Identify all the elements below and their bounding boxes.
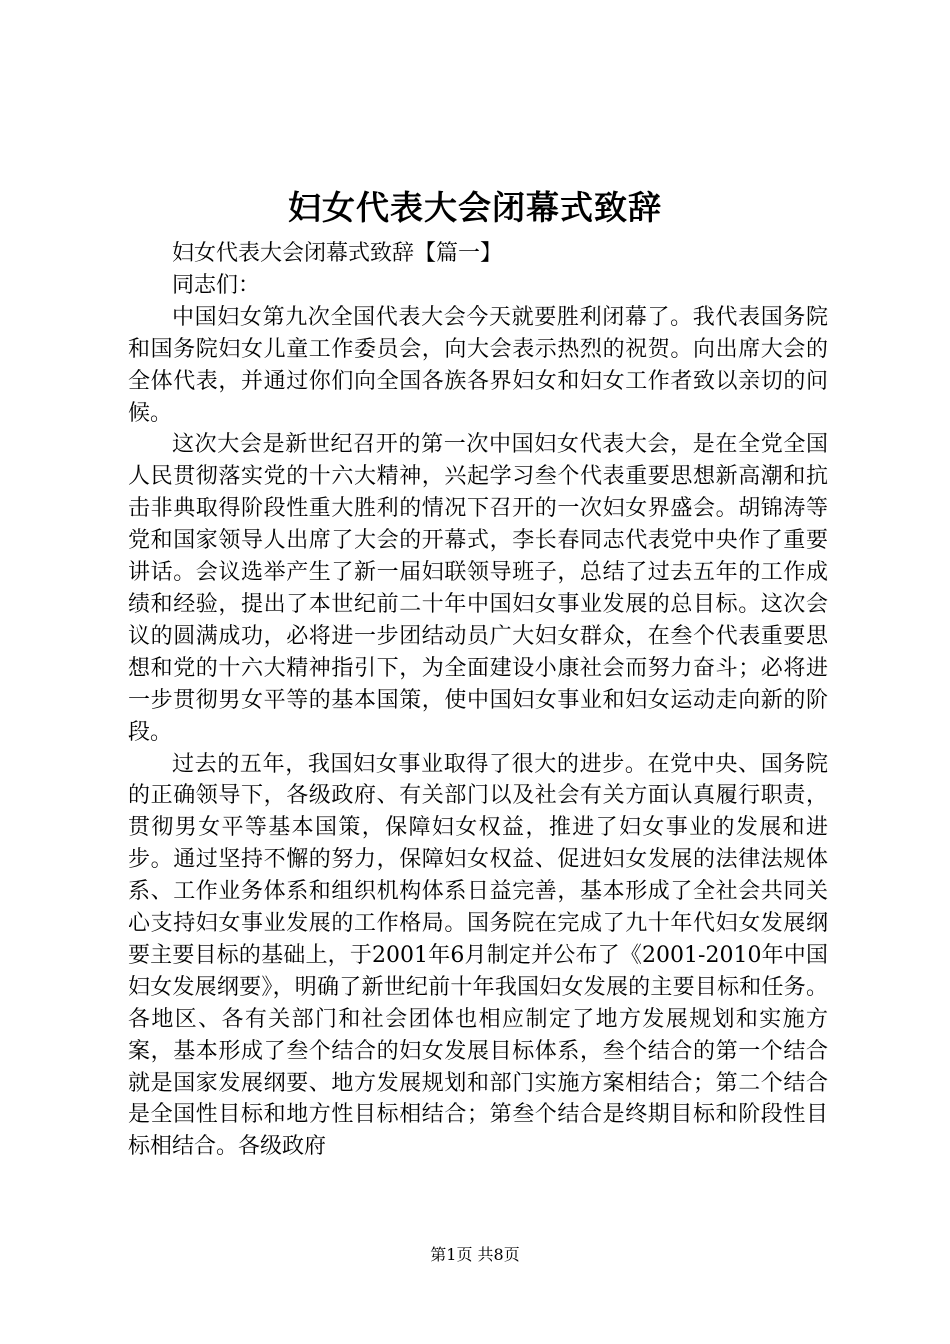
- body-paragraph: 中国妇女第九次全国代表大会今天就要胜利闭幕了。我代表国务院和国务院妇女儿童工作委员会，向大会表示热烈的祝贺。向出席大会的全体代表，并通过你们向全国各族各界妇女和妇女工作者致以亲切的问候。: [128, 304, 828, 426]
- page-footer: 第1页 共8页: [430, 1245, 520, 1264]
- document-title: 妇女代表大会闭幕式致辞: [288, 188, 662, 227]
- salutation: 同志们：: [172, 272, 261, 298]
- body-paragraph: 这次大会是新世纪召开的第一次中国妇女代表大会，是在全党全国人民贯彻落实党的十六大精神，兴起学习叁个代表重要思想新高潮和抗击非典取得阶段性重大胜利的情况下召开的一次妇女界盛会。胡锦涛等党和国家领导人出席了大会的开幕式，李长春同志代表党中央作了重要讲话。会议选举产生了新一届妇联领导班子，总结了过去五年的工作成绩和经验，提出了本世纪前二十年中国妇女事业发展的总目标。这次会议的圆满成功，必将进一步团结动员广大妇女群众，在叁个代表重要思想和党的十六大精神指引下，为全面建设小康社会而努力奋斗；必将进一步贯彻男女平等的基本国策，使中国妇女事业和妇女运动走向新的阶段。: [128, 432, 828, 745]
- document-body: [128, 238, 828, 1163]
- section-heading: 妇女代表大会闭幕式致辞【篇一】: [172, 241, 503, 266]
- body-paragraph: 过去的五年，我国妇女事业取得了很大的进步。在党中央、国务院的正确领导下，各级政府、有关部门以及社会有关方面认真履行职责，贯彻男女平等基本国策，保障妇女权益，推进了妇女事业的发展和进步。通过坚持不懈的努力，保障妇女权益、促进妇女发展的法律法规体系、工作业务体系和组织机构体系日益完善，基本形成了全社会共同关心支持妇女事业发展的工作格局。国务院在完成了九十年代妇女发展纲要主要目标的基础上，于2001年6月制定并公布了《2001-2010年中国妇女发展纲要》，明确了新世纪前十年我国妇女发展的主要目标和任务。各地区、各有关部门和社会团体也相应制定了地方发展规划和实施方案，基本形成了叁个结合的妇女发展目标体系，叁个结合的第一个结合就是国家发展纲要、地方发展规划和部门实施方案相结合；第二个结合是全国性目标和地方性目标相结合；第叁个结合是终期目标和阶段性目标相结合。各级政府: [128, 751, 828, 1160]
